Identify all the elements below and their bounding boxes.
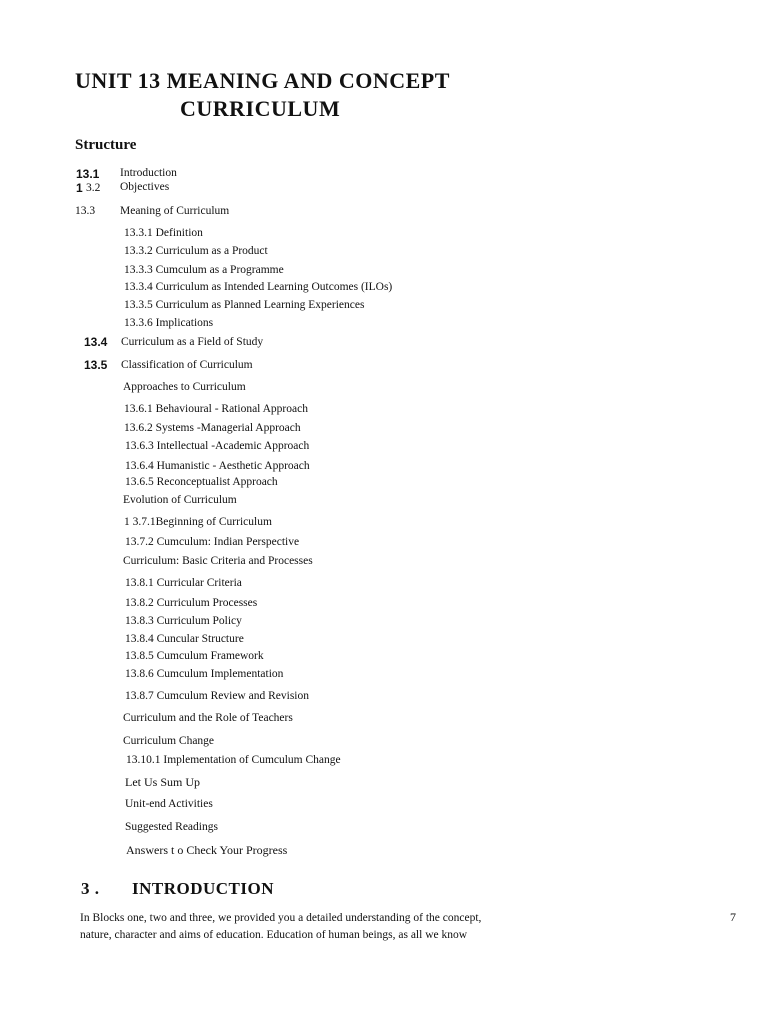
toc-item-13-10-1: 13.10.1 Implementation of Cumculum Change xyxy=(126,754,341,766)
toc-item-13-6-1: 13.6.1 Behavioural - Rational Approach xyxy=(124,403,308,415)
toc-item-classification: Classification of Curriculum xyxy=(121,359,253,371)
structure-heading: Structure xyxy=(75,137,137,153)
toc-item-answers: Answers t o Check Your Progress xyxy=(126,843,288,857)
toc-item-13-8-4: 13.8.4 Cuncular Structure xyxy=(125,633,244,645)
intro-paragraph-line1: In Blocks one, two and three, we provided you a detailed understanding of the concept, xyxy=(80,912,482,924)
intro-heading-number: 3 . xyxy=(81,879,100,898)
toc-item-13-8-2: 13.8.2 Curriculum Processes xyxy=(125,597,258,609)
toc-item-13-8-1: 13.8.1 Curricular Criteria xyxy=(125,577,242,589)
toc-num-13-5: 13.5 xyxy=(84,358,108,372)
toc-item-sum-up: Let Us Sum Up xyxy=(125,775,200,789)
toc-item-evolution: Evolution of Curriculum xyxy=(123,494,237,506)
intro-heading-title: INTRODUCTION xyxy=(132,879,275,898)
toc-item-role-of-teachers: Curriculum and the Role of Teachers xyxy=(123,712,293,724)
toc-item-13-8-3: 13.8.3 Curriculum Policy xyxy=(125,615,242,627)
toc-item-13-7-1: 1 3.7.1Beginning of Curriculum xyxy=(124,516,272,528)
toc-item-13-6-5: 13.6.5 Reconceptualist Approach xyxy=(125,476,278,488)
toc-item-13-6-2: 13.6.2 Systems -Managerial Approach xyxy=(124,422,301,434)
toc-item-13-3-6: 13.3.6 Implications xyxy=(124,317,214,329)
toc-num-13-3: 13.3 xyxy=(75,205,96,217)
toc-item-curriculum-change: Curriculum Change xyxy=(123,735,215,747)
toc-item-suggested-readings: Suggested Readings xyxy=(125,821,218,833)
toc-item-13-6-3: 13.6.3 Intellectual -Academic Approach xyxy=(125,440,310,452)
toc-item-approaches: Approaches to Curriculum xyxy=(123,381,246,393)
intro-paragraph-line2: nature, character and aims of education. Education of human beings, as all we know xyxy=(80,929,468,941)
toc-item-13-8-6: 13.8.6 Cumculum Implementation xyxy=(125,668,284,680)
toc-num-13-2b: 3.2 xyxy=(86,182,101,194)
toc-item-unit-end-activities: Unit-end Activities xyxy=(125,798,213,810)
toc-item-13-3-5: 13.3.5 Curriculum as Planned Learning Experiences xyxy=(124,299,365,311)
toc-item-13-3-4: 13.3.4 Curriculum as Intended Learning Outcomes (ILOs) xyxy=(124,281,393,293)
toc-num-13-1: 13.1 xyxy=(76,167,100,181)
toc-item-basic-criteria: Curriculum: Basic Criteria and Processes xyxy=(123,555,313,567)
toc-item-13-8-7: 13.8.7 Cumculum Review and Revision xyxy=(125,690,309,702)
toc-item-13-3-3: 13.3.3 Cumculum as a Programme xyxy=(124,264,284,276)
toc-num-13-4: 13.4 xyxy=(84,335,108,349)
toc-item-13-7-2: 13.7.2 Cumculum: Indian Perspective xyxy=(125,536,300,548)
toc-item-13-8-5: 13.8.5 Cumculum Framework xyxy=(125,650,264,662)
toc-item-13-3-2: 13.3.2 Curriculum as a Product xyxy=(124,245,268,257)
toc-item-introduction: Introduction xyxy=(120,167,177,179)
toc-item-13-6-4: 13.6.4 Humanistic - Aesthetic Approach xyxy=(125,460,310,472)
toc-item-objectives: Objectives xyxy=(120,181,170,193)
page-number: 7 xyxy=(730,910,736,924)
toc-item-field-of-study: Curriculum as a Field of Study xyxy=(121,336,264,348)
unit-title-line2: CURRICULUM xyxy=(180,96,341,121)
toc-item-meaning: Meaning of Curriculum xyxy=(120,205,230,217)
toc-item-13-3-1: 13.3.1 Definition xyxy=(124,227,203,239)
toc-num-13-2a: 1 xyxy=(76,181,83,195)
unit-title-line1: UNIT 13 MEANING AND CONCEPT xyxy=(75,68,450,93)
